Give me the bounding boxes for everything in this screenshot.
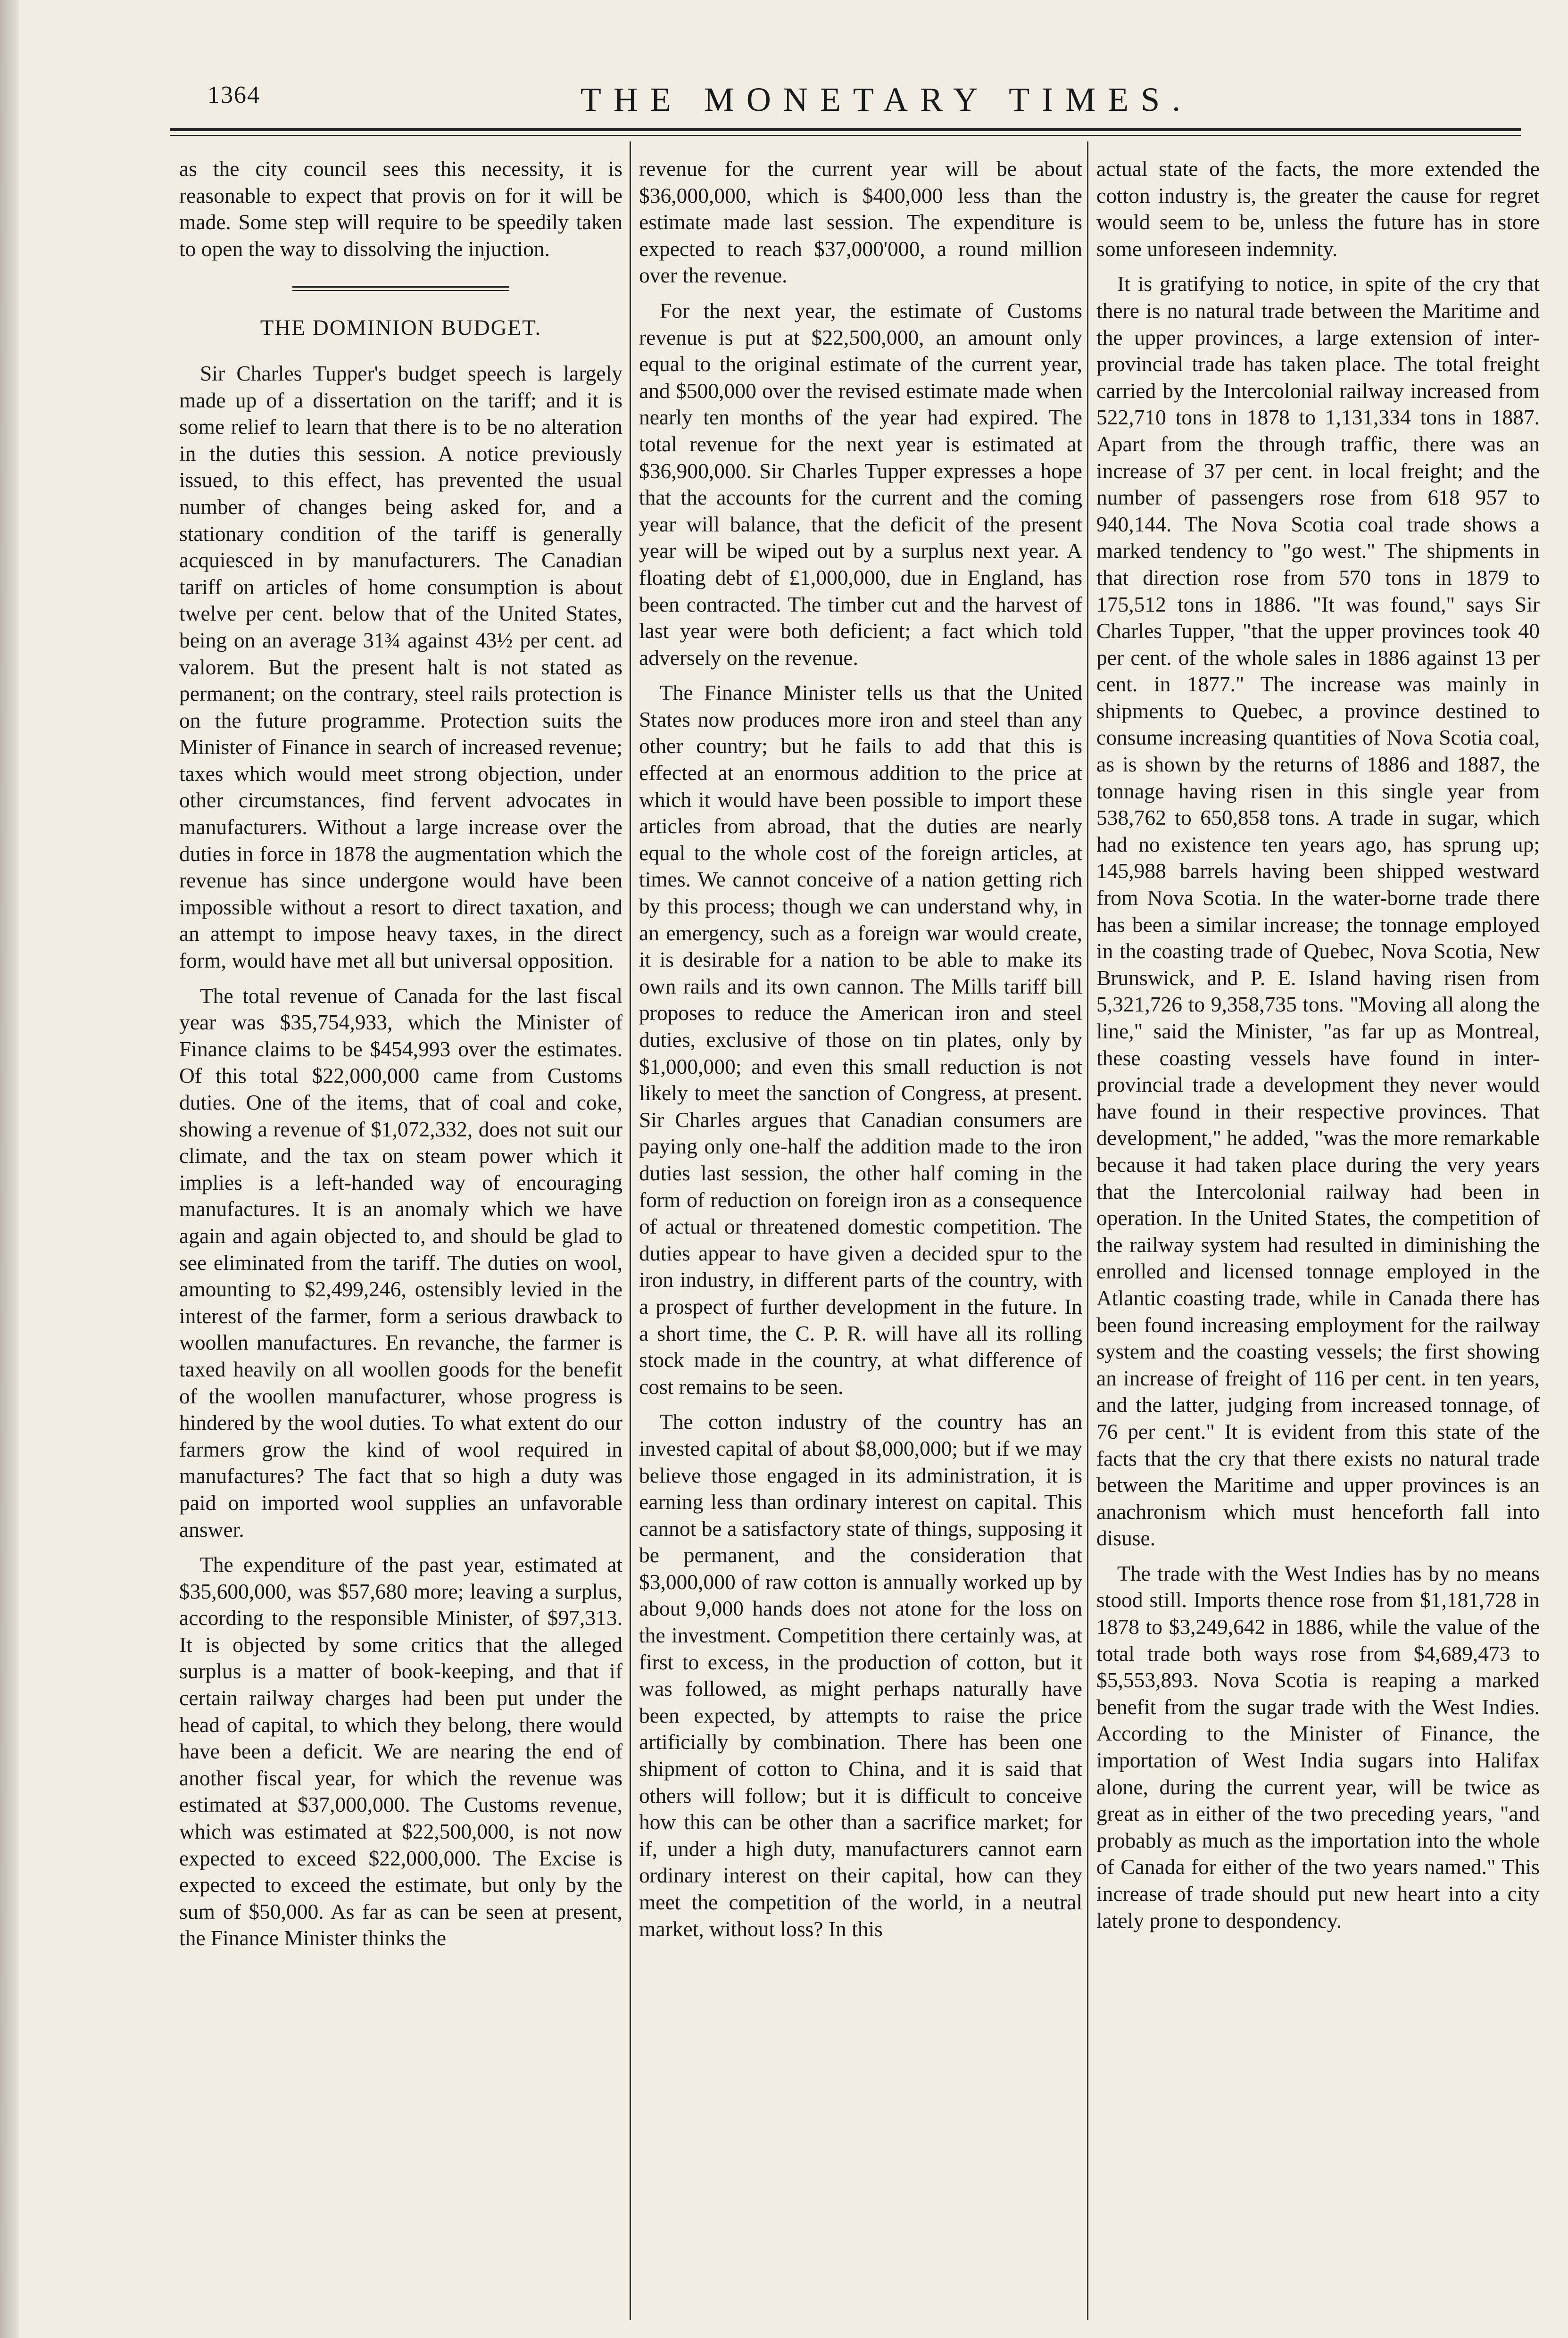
masthead: THE MONETARY TIMES. [580,81,1193,118]
section-divider [292,286,509,291]
column-rule-1 [630,141,631,2320]
paragraph: revenue for the current year will be about $36,000,000, which is $400,000 less than the estimate made last session. The expenditure is expected to reach $37,000'000, a round million over the revenue. [639,157,1082,288]
paragraph: actual state of the facts, the more extended the cotton industry is, the greater the cause for regret would seem to be, unless the future has in store some unforeseen indemnity. [1096,157,1540,261]
paragraph: The trade with the West Indies has by no means stood still. Imports thence rose from $1,181,728 in 1878 to $3,249,642 in 1886, while the value of the total trade both ways rose from $4,689,473 to $5,553,893. Nova Scotia is reaping a marked benefit from the sugar trade with the West Indies. According to the Minister of Finance, the importation of West India sugars into Halifax alone, during the current year, will be twice as great as in either of the two preceding years, "and probably as much as the importation into the whole of Canada for either of the two years named." This increase of trade should put new heart into a city lately prone to despondency. [1096,1561,1540,1932]
article-headline: THE DOMINION BUDGET. [260,315,542,340]
column-3 [1096,156,1540,2297]
paragraph: Sir Charles Tupper's budget speech is largely made up of a dissertation on the tariff; and it is some relief to learn that there is to be no alteration in the duties this session. A notice previously issued, to this effect, has prevented the usual number of changes being asked for, and a stationary condition of the tariff is generally acquiesced in by manufacturers. The Canadian tariff on articles of home consumption is about twelve per cent. below that of the United States, being on an average 31¾ against 43½ per cent. ad valorem. But the present halt is not stated as permanent; on the contrary, steel rails protection is on the future programme. Protection suits the Minister of Finance in search of increased revenue; taxes which would meet strong objection, under other circumstances, find fervent advocates in manufacturers. Without a large increase over the duties in force in 1878 the augmentation which the revenue has since undergone would have been impossible without a resort to direct taxation, and an attempt to impose heavy taxes, in the direct form, would have met all but universal opposition. [179,361,622,973]
page-number: 1364 [207,82,260,108]
paragraph: It is gratifying to notice, in spite of the cry that there is no natural trade between the Maritime and the upper provinces, a large extension of inter-provincial trade has taken place. The total freight carried by the Intercolonial railway increased from 522,710 tons in 1878 to 1,131,334 tons in 1887. Apart from the through traffic, there was an increase of 37 per cent. in local freight; and the number of passengers rose from 618 957 to 940,144. The Nova Scotia coal trade shows a marked tendency to "go west." The shipments in that direction rose from 570 tons in 1879 to 175,512 tons in 1886. "It was found," says Sir Charles Tupper, "that the upper provinces took 40 per cent. of the whole sales in 1886 against 13 per cent. in 1877." The increase was mainly in shipments to Quebec, a province destined to consume increasing quantities of Nova Scotia coal, as is shown by the returns of 1886 and 1887, the tonnage having risen in this single year from 538,762 to 650,858 tons. A trade in sugar, which had no existence ten years ago, has sprung up; 145,988 barrels having been shipped westward from Nova Scotia. In the water-borne trade there has been a similar increase; the tonnage employed in the coasting trade of Quebec, Nova Scotia, New Brunswick, and P. E. Island having risen from 5,321,726 to 9,358,735 tons. "Moving all along the line," said the Minister, "as far up as Montreal, these coasting vessels have found in inter-provincial trade a development they never would have found in their respective provinces. That development," he added, "was the more remarkable because it had taken place during the very years that the Intercolonial railway had been in operation. In the United States, the competition of the railway system had resulted in diminishing the enrolled and licensed tonnage employed in the Atlantic coasting trade, while in Canada there has been found increasing employment for the railway system and the coasting vessels; the first showing an increase of freight of 116 per cent. in ten years, and the latter, judging from increased tonnage, of 76 per cent." It is evident from this state of the facts that the cry that there exists no natural trade between the Maritime and upper provinces is an anachronism which must henceforth fall into disuse. [1096,272,1540,1550]
paragraph: The Finance Minister tells us that the United States now produces more iron and steel than any other country; but he fails to add that this is effected at an enormous addition to the price at which it would have been possible to import these articles from abroad, that the duties are nearly equal to the whole cost of the foreign articles, at times. We cannot conceive of a nation getting rich by this process; though we can understand why, in an emergency, such as a foreign war would create, it is desirable for a nation to be able to make its own rails and its own cannon. The Mills tariff bill proposes to reduce the American iron and steel duties, exclusive of those on tin plates, only by $1,000,000; and even this small reduction is not likely to meet the sanction of Congress, at present. Sir Charles argues that Canadian consumers are paying only one-half the addition made to the iron duties last session, the other half coming in the form of reduction on foreign iron as a consequence of actual or threatened domestic competition. The duties appear to have given a decided spur to the iron industry, in different parts of the country, with a prospect of further development in the future. In a short time, the C. P. R. will have all its rolling stock made in the country, at what difference of cost remains to be seen. [639,680,1082,1399]
column-rule-2 [1087,141,1088,2320]
page-binding-edge [0,0,19,2338]
paragraph: The expenditure of the past year, estimated at $35,600,000, was $57,680 more; leaving a surplus, according to the responsible Minister, of $97,313. It is objected by some critics that the alleged surplus is a matter of book-keeping, and that if certain railway charges had been put under the head of capital, to which they belong, there would have been a deficit. We are nearing the end of another fiscal year, for which the revenue was estimated at $37,000,000. The Customs revenue, which was estimated at $22,500,000, is not now expected to exceed $22,000,000. The Excise is expected to exceed the estimate, but only by the sum of $50,000. As far as can be seen at present, the Finance Minister thinks the [179,1552,622,1950]
paragraph: For the next year, the estimate of Customs revenue is put at $22,500,000, an amount only equal to the original estimate of the current year, and $500,000 over the revised estimate made when nearly ten months of the year had expired. The total revenue for the next year is estimated at $36,900,000. Sir Charles Tupper expresses a hope that the accounts for the current and the coming year will balance, that the deficit of the present year will be wiped out by a surplus next year. A floating debt of £1,000,000, due in England, has been contracted. The timber cut and the harvest of last year were both deficient; a fact which told adversely on the revenue. [639,298,1082,670]
header-rule [170,128,1521,136]
column-1 [179,156,622,2292]
paragraph: The total revenue of Canada for the last fiscal year was $35,754,933, which the Minister of Finance claims to be $454,993 over the estimates. Of this total $22,000,000 came from Customs duties. One of the items, that of coal and coke, showing a revenue of $1,072,332, does not suit our climate, and the tax on steam power which it implies is a left-handed way of encouraging manufactures. It is an anomaly which we have again and again objected to, and should be glad to see eliminated from the tariff. The duties on wool, amounting to $2,499,246, ostensibly levied in the interest of the farmer, form a serious drawback to woollen manufactures. En revanche, the farmer is taxed heavily on all woollen goods for the benefit of the woollen manufacturer, whose progress is hindered by the wool duties. To what extent do our farmers grow the kind of wool required in manufactures? The fact that so high a duty was paid on imported wool supplies an unfavorable answer. [179,983,622,1542]
paragraph: as the city council sees this necessity, it is reasonable to expect that provis on for it will be made. Some step will require to be speedily taken to open the way to dissolving the injuction. [179,157,622,261]
paragraph: The cotton industry of the country has an invested capital of about $8,000,000; but if we may believe those engaged in its administration, it is earning less than ordinary interest on capital. This cannot be a satisfactory state of things, supposing it be permanent, and the consideration that $3,000,000 of raw cotton is annually worked up by about 9,000 hands does not atone for the loss on the investment. Competition there certainly was, at first to excess, in the production of cotton, but it was followed, as might perhaps naturally have been expected, by attempts to raise the price artificially by combination. There has been one shipment of cotton to China, and it is said that others will follow; but it is difficult to conceive how this can be other than a sacrifice market; for if, under a high duty, manufacturers cannot earn ordinary interest on their capital, how can they meet the competition of the world, in a neutral market, without loss? In this [639,1409,1082,1941]
column-2 [639,156,1082,2306]
